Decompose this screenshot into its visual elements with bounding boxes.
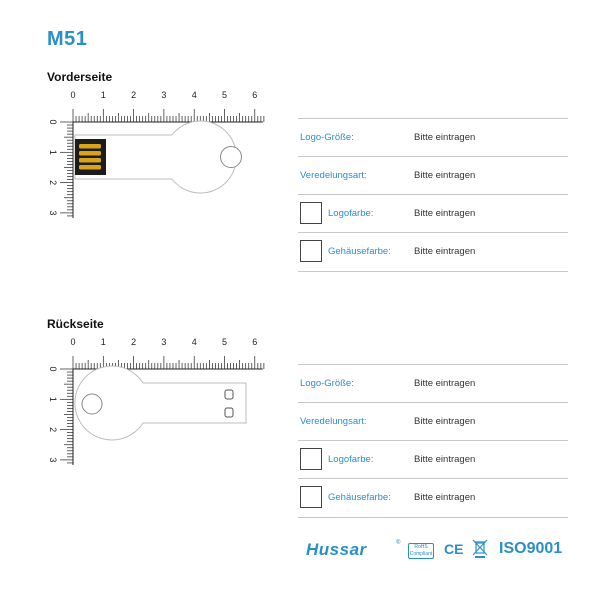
ruler-label: 1 — [100, 90, 106, 100]
ruler-label: 0 — [70, 337, 76, 347]
front-row-finishing[interactable] — [298, 156, 568, 195]
ruler-label: 0 — [70, 90, 76, 100]
ruler-label: 2 — [131, 337, 137, 347]
ce-mark-icon: CE — [444, 541, 464, 557]
field-value[interactable]: Bitte eintragen — [414, 378, 476, 389]
key-back-shape — [75, 366, 246, 440]
field-value[interactable]: Bitte eintragen — [414, 454, 476, 465]
ruler-label: 2 — [48, 427, 58, 433]
key-front-shape — [75, 121, 242, 193]
ruler-label: 0 — [48, 119, 58, 125]
field-label: Gehäusefarbe: — [328, 246, 391, 257]
model-title: M51 — [47, 28, 88, 50]
ruler-label: 4 — [191, 90, 197, 100]
ruler-label: 2 — [131, 90, 137, 100]
ruler-label: 3 — [161, 90, 167, 100]
field-label: Logofarbe: — [328, 208, 374, 219]
field-value[interactable]: Bitte eintragen — [414, 416, 476, 427]
housing-color-checkbox[interactable] — [300, 486, 322, 508]
iso-certification-label: ISO9001 — [499, 540, 563, 557]
ruler-label: 0 — [48, 366, 58, 372]
back-row-finishing[interactable] — [298, 402, 568, 441]
registered-mark: ® — [396, 540, 401, 546]
front-row-logo-size[interactable] — [298, 118, 568, 157]
rohs-badge-icon: RoHS Compliant — [409, 544, 433, 557]
logo-color-checkbox[interactable] — [300, 448, 322, 470]
brand-logo: Hussar — [306, 540, 367, 559]
field-label: Gehäusefarbe: — [328, 492, 391, 503]
ruler-label: 5 — [221, 337, 228, 347]
field-label: Logo-Größe: — [300, 132, 354, 143]
front-section-title: Vorderseite — [47, 70, 113, 84]
ruler-label: 2 — [48, 180, 58, 186]
ruler-label: 1 — [48, 396, 58, 402]
ruler-label: 6 — [252, 337, 258, 347]
field-label: Logo-Größe: — [300, 378, 354, 389]
field-label: Veredelungsart: — [300, 416, 367, 427]
back-row-logo-color[interactable] — [298, 440, 568, 479]
front-row-logo-color[interactable] — [298, 194, 568, 233]
ruler-label: 3 — [48, 210, 58, 216]
housing-color-checkbox[interactable] — [300, 240, 322, 262]
logo-color-checkbox[interactable] — [300, 202, 322, 224]
ruler-label: 3 — [48, 457, 58, 463]
crossed-bin-icon — [472, 538, 488, 558]
field-value[interactable]: Bitte eintragen — [414, 132, 476, 143]
field-label: Veredelungsart: — [300, 170, 367, 181]
front-ruler-drawing — [40, 86, 265, 218]
field-value[interactable]: Bitte eintragen — [414, 246, 476, 257]
ruler-label: 4 — [191, 337, 197, 347]
field-value[interactable]: Bitte eintragen — [414, 492, 476, 503]
back-section-title: Rückseite — [47, 317, 104, 331]
back-row-housing-color[interactable] — [298, 478, 568, 518]
field-value[interactable]: Bitte eintragen — [414, 208, 476, 219]
ruler-label: 1 — [100, 337, 106, 347]
back-row-logo-size[interactable] — [298, 364, 568, 403]
back-ruler-drawing — [40, 333, 265, 465]
ruler-label: 6 — [252, 90, 258, 100]
field-label: Logofarbe: — [328, 454, 374, 465]
field-value[interactable]: Bitte eintragen — [414, 170, 476, 181]
front-row-housing-color[interactable] — [298, 232, 568, 272]
ruler-label: 1 — [48, 149, 58, 155]
ruler-label: 5 — [221, 90, 228, 100]
ruler-label: 3 — [161, 337, 167, 347]
